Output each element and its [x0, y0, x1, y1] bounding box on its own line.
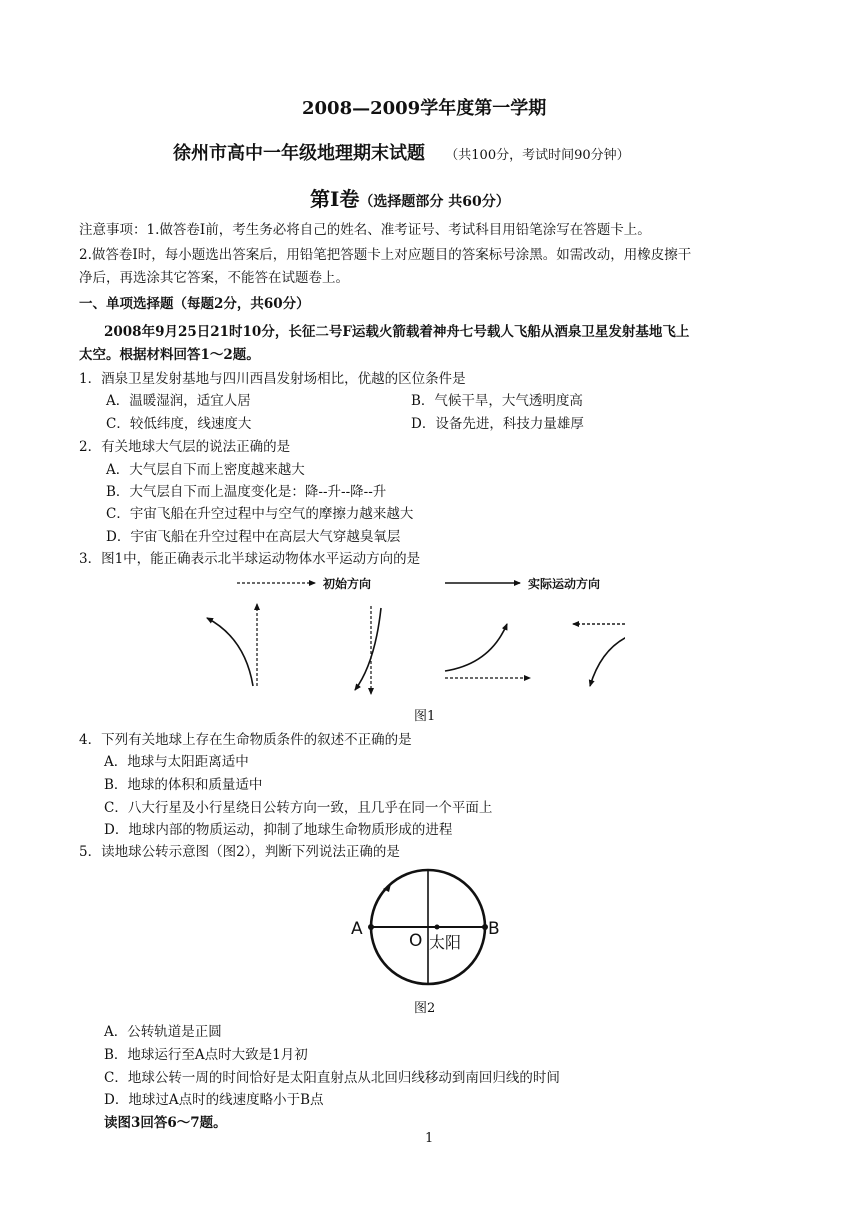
q1-stem: 1．酒泉卫星发射基地与四川西昌发射场相比，优越的区位条件是: [79, 371, 466, 387]
q1-option-b: B．气候干旱，大气透明度高: [411, 393, 583, 409]
exam-title-main: 徐州市高中一年级地理期末试题: [173, 143, 425, 164]
fig1-option-3-actual: [445, 624, 507, 671]
q4-stem: 4．下列有关地球上存在生命物质条件的叙述不正确的是: [79, 732, 412, 748]
q1-option-d: D．设备先进，科技力量雄厚: [411, 416, 584, 432]
exam-title: [173, 139, 630, 165]
q4-option-d: D．地球内部的物质运动，抑制了地球生命物质形成的进程: [104, 822, 453, 838]
q1-option-a: A．温暖湿润，适宜人居: [106, 393, 251, 409]
q2-option-b: B．大气层自下而上温度变化是：降--升--降--升: [106, 484, 387, 500]
q2-option-a: A．大气层自下而上密度越来越大: [106, 462, 305, 478]
fig1-option-2-actual: [355, 608, 381, 690]
q2-option-d: D．宇宙飞船在升空过程中在高层大气穿越臭氧层: [106, 529, 401, 545]
fig1-option-1-actual: [207, 618, 253, 686]
q5-stem: 5．读地球公转示意图（图2），判断下列说法正确的是: [79, 844, 400, 860]
q5-option-c: C．地球公转一周的时间恰好是太阳直射点从北回归线移动到南回归线的时间: [104, 1070, 560, 1086]
q4-option-b: B．地球的体积和质量适中: [104, 777, 263, 793]
figure-2-caption: 图2: [414, 1001, 436, 1016]
figure-1-caption: 图1: [414, 709, 436, 724]
q3-stem: 3．图1中，能正确表示北半球运动物体水平运动方向的是: [79, 551, 421, 567]
q4-option-a: A．地球与太阳距离适中: [104, 754, 249, 770]
page-number: 1: [425, 1131, 434, 1146]
figure-2-orbit-diagram: [345, 862, 505, 994]
material-line-1: 2008年9月25日21时10分，长征二号F运载火箭载着神舟七号载人飞船从酒泉卫星发射基地飞上: [104, 324, 690, 340]
q5-option-d: D．地球过A点时的线速度略小于B点: [104, 1092, 324, 1108]
material-line-2: 太空。根据材料回答1～2题。: [79, 347, 260, 363]
label-point-b: B: [488, 919, 500, 939]
label-point-o: O: [409, 931, 423, 951]
section-title: [310, 183, 510, 212]
q4-option-c: C．八大行星及小行星绕日公转方向一致，且几乎在同一个平面上: [104, 800, 493, 816]
notes-line-2: 2.做答卷Ⅰ时，每小题选出答案后，用铅笔把答题卡上对应题目的答案标号涂黑。如需改动，用橡皮擦干: [79, 247, 692, 263]
point-a-dot: [368, 924, 374, 930]
label-point-a: A: [351, 919, 363, 939]
notes-line-3: 净后，再选涂其它答案，不能答在试题卷上。: [79, 270, 349, 286]
part1-heading: 一、单项选择题（每题2分，共60分）: [79, 296, 310, 312]
q6-intro: 读图3回答6～7题。: [104, 1115, 227, 1131]
q5-option-b: B．地球运行至A点时大致是1月初: [104, 1047, 308, 1063]
exam-year-title: 2008—2009学年度第一学期: [302, 98, 547, 119]
sun-dot: [435, 925, 440, 930]
figure-1-diagram: [195, 568, 625, 703]
section-title-main: 第Ⅰ卷: [310, 187, 360, 211]
fig1-option-4-actual: [590, 630, 625, 686]
q5-option-a: A．公转轨道是正圆: [104, 1024, 222, 1040]
legend-initial-label: 初始方向: [323, 577, 372, 591]
q1-option-c: C．较低纬度，线速度大: [106, 416, 252, 432]
section-title-note: （选择题部分 共60分）: [359, 194, 510, 210]
q2-option-c: C．宇宙飞船在升空过程中与空气的摩擦力越来越大: [106, 506, 414, 522]
legend-actual-label: 实际运动方向: [528, 577, 601, 591]
label-sun: 太阳: [429, 933, 462, 952]
exam-title-note: （共100分，考试时间90分钟）: [445, 148, 630, 163]
notes-line-1: 注意事项：1.做答卷Ⅰ前，考生务必将自己的姓名、准考证号、考试科目用铅笔涂写在答题卡上。: [79, 222, 651, 238]
q2-stem: 2．有关地球大气层的说法正确的是: [79, 439, 291, 455]
